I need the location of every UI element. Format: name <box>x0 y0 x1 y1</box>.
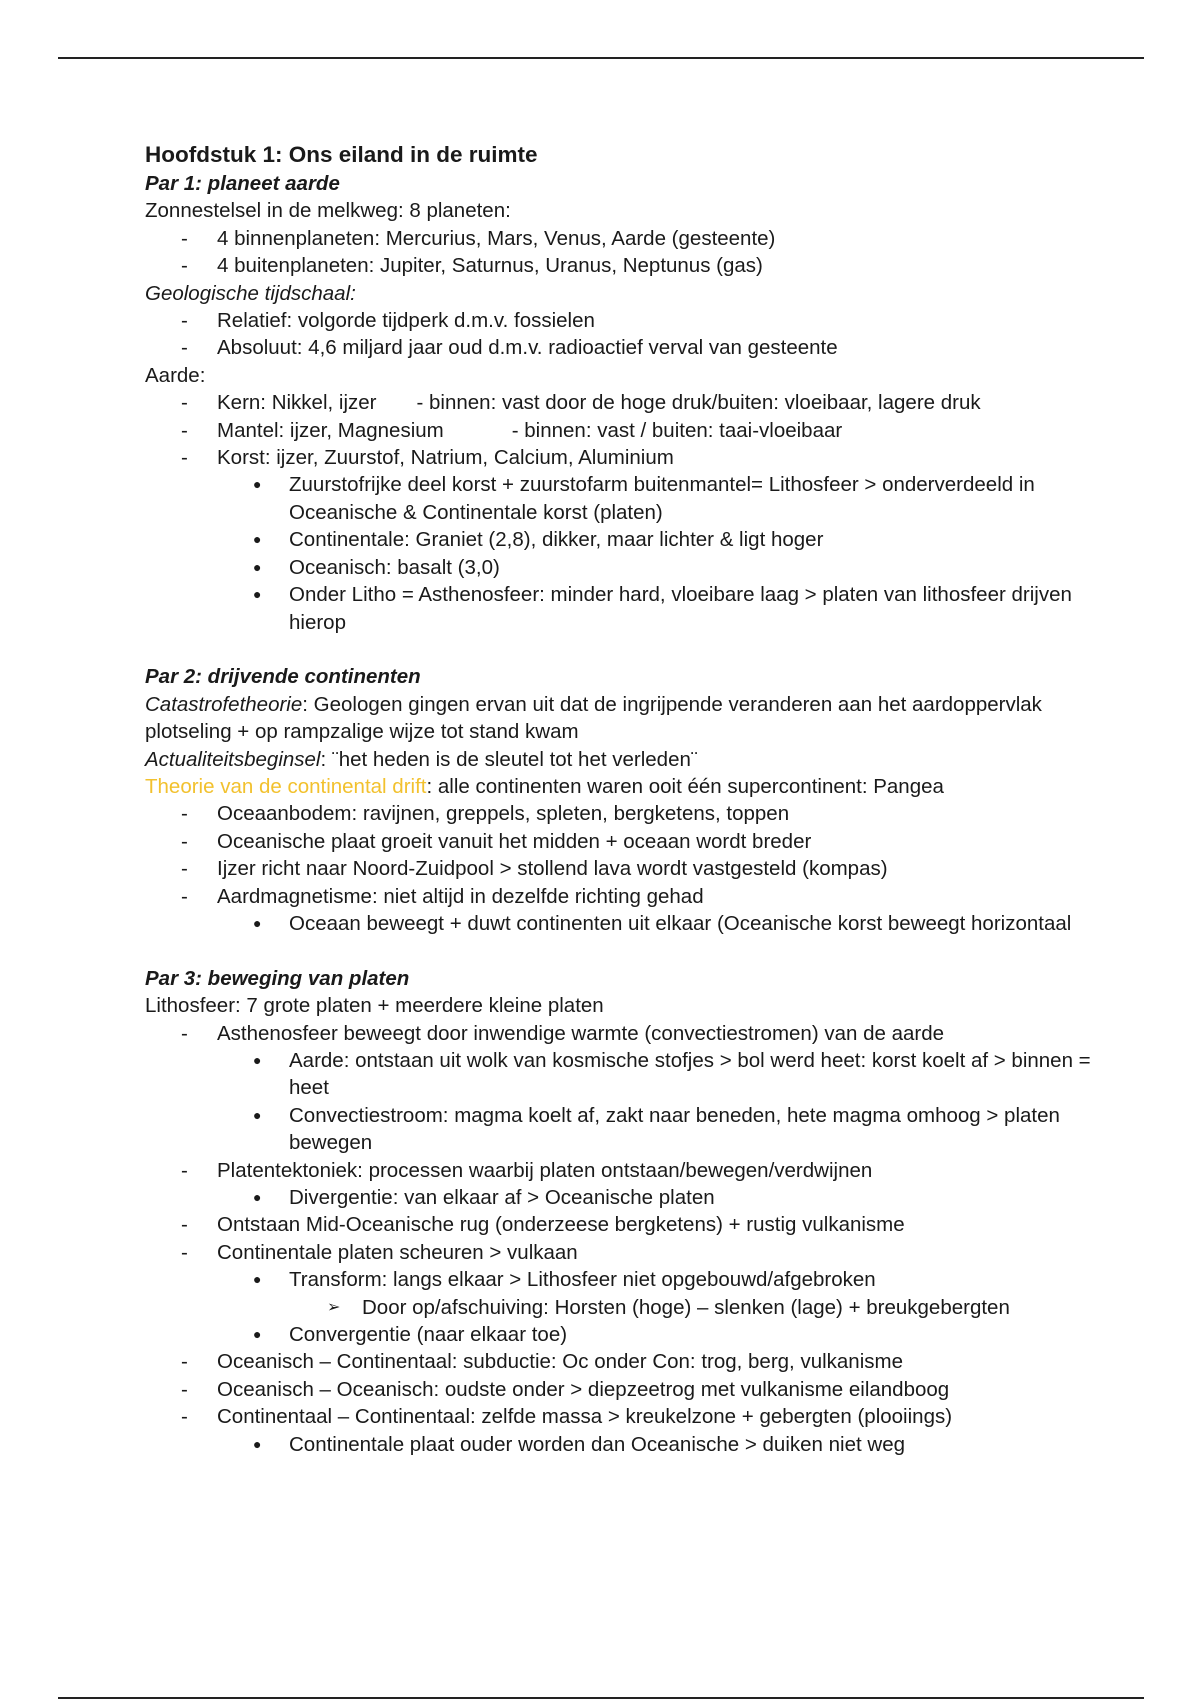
list-item: ➢ Door op/afschuiving: Horsten (hoge) – slenken (lage) + breukgebergten <box>327 1295 1010 1319</box>
list-item: - Oceanische plaat groeit vanuit het midden + oceaan wordt breder <box>181 829 812 853</box>
list-item: - Relatief: volgorde tijdperk d.m.v. fossielen <box>181 309 595 333</box>
list-item: - Ontstaan Mid-Oceanische rug (onderzeese bergketens) + rustig vulkanisme <box>181 1213 905 1237</box>
document-body <box>145 140 1105 1458</box>
par1-intro: Zonnestelsel in de melkweg: 8 planeten: <box>145 199 511 223</box>
bottom-rule <box>58 1697 1144 1699</box>
list-item: - Ijzer richt naar Noord-Zuidpool > stollend lava wordt vastgesteld (kompas) <box>181 857 888 881</box>
list-item: ● Divergentie: van elkaar af > Oceanische platen <box>253 1186 715 1209</box>
catastrofe-paragraph: Catastrofetheorie: Geologen gingen ervan uit dat de ingrijpende veranderen aan het aardoppervlak plotseling + op rampzalige wijze tot stand kwam <box>145 692 1042 744</box>
actualiteit-paragraph: Actualiteitsbeginsel: ¨het heden is de sleutel tot het verleden¨ <box>145 747 698 771</box>
list-item: ● Onder Litho = Asthenosfeer: minder hard, vloeibare laag > platen van lithosfeer drijven hierop <box>253 583 1072 634</box>
geo-label: Geologische tijdschaal: <box>145 281 356 305</box>
list-item: - Korst: ijzer, Zuurstof, Natrium, Calcium, Aluminium <box>181 446 674 470</box>
list-item: ● Oceanisch: basalt (3,0) <box>253 555 500 579</box>
aarde-label: Aarde: <box>145 363 206 387</box>
list-item: - Aardmagnetisme: niet altijd in dezelfde richting gehad <box>181 884 704 908</box>
par2-heading: Par 2: drijvende continenten <box>145 665 421 689</box>
list-item: - Platentektoniek: processen waarbij platen ontstaan/bewegen/verdwijnen <box>181 1158 873 1182</box>
list-item: - 4 binnenplaneten: Mercurius, Mars, Venus, Aarde (gesteente) <box>181 226 776 250</box>
list-item: ● Continentale: Graniet (2,8), dikker, maar lichter & ligt hoger <box>253 528 824 552</box>
list-item: - Oceaanbodem: ravijnen, greppels, spleten, bergketens, toppen <box>181 802 790 826</box>
par3-intro: Lithosfeer: 7 grote platen + meerdere kleine platen <box>145 994 604 1018</box>
list-item: - Oceanisch – Oceanisch: oudste onder > diepzeetrog met vulkanisme eilandboog <box>181 1377 950 1401</box>
list-item: ● Convectiestroom: magma koelt af, zakt naar beneden, hete magma omhoog > platen bewegen <box>253 1103 1060 1155</box>
list-item: - Kern: Nikkel, ijzer - binnen: vast door de hoge druk/buiten: vloeibaar, lagere druk <box>181 391 981 415</box>
list-item: ● Zuurstofrijke deel korst + zuurstofarm buitenmantel= Lithosfeer > onderverdeeld in Oceanische & Continentale korst (platen) <box>253 473 1035 524</box>
theory-paragraph: Theorie van de continental drift: alle continenten waren ooit één supercontinent: Pangea <box>145 774 944 798</box>
list-item: ● Convergentie (naar elkaar toe) <box>253 1323 568 1347</box>
top-rule <box>58 57 1144 59</box>
list-item: - 4 buitenplaneten: Jupiter, Saturnus, Uranus, Neptunus (gas) <box>181 254 763 278</box>
list-item: - Continentale platen scheuren > vulkaan <box>181 1240 578 1264</box>
list-item: - Absoluut: 4,6 miljard jaar oud d.m.v. radioactief verval van gesteente <box>181 336 838 360</box>
chapter-title: Hoofdstuk 1: Ons eiland in de ruimte <box>145 142 538 167</box>
list-item: ● Transform: langs elkaar > Lithosfeer niet opgebouwd/afgebroken <box>253 1268 876 1292</box>
list-item: ● Continentale plaat ouder worden dan Oceanische > duiken niet weg <box>253 1432 905 1456</box>
par1-heading: Par 1: planeet aarde <box>145 172 340 195</box>
highlighted-term: Theorie van de continental drift <box>145 774 427 798</box>
par3-heading: Par 3: beweging van platen <box>145 966 410 990</box>
list-item: - Continentaal – Continentaal: zelfde massa > kreukelzone + gebergten (plooiings) <box>181 1405 953 1429</box>
list-item: ● Oceaan beweegt + duwt continenten uit elkaar (Oceanische korst beweegt horizontaal <box>253 911 1072 935</box>
list-item: - Oceanisch – Continentaal: subductie: Oc onder Con: trog, berg, vulkanisme <box>181 1350 903 1374</box>
list-item: - Mantel: ijzer, Magnesium - binnen: vast / buiten: taai-vloeibaar <box>181 418 843 442</box>
list-item: ● Aarde: ontstaan uit wolk van kosmische stofjes > bol werd heet: korst koelt af > binnen = heet <box>253 1048 1091 1100</box>
list-item: - Asthenosfeer beweegt door inwendige warmte (convectiestromen) van de aarde <box>181 1021 945 1045</box>
